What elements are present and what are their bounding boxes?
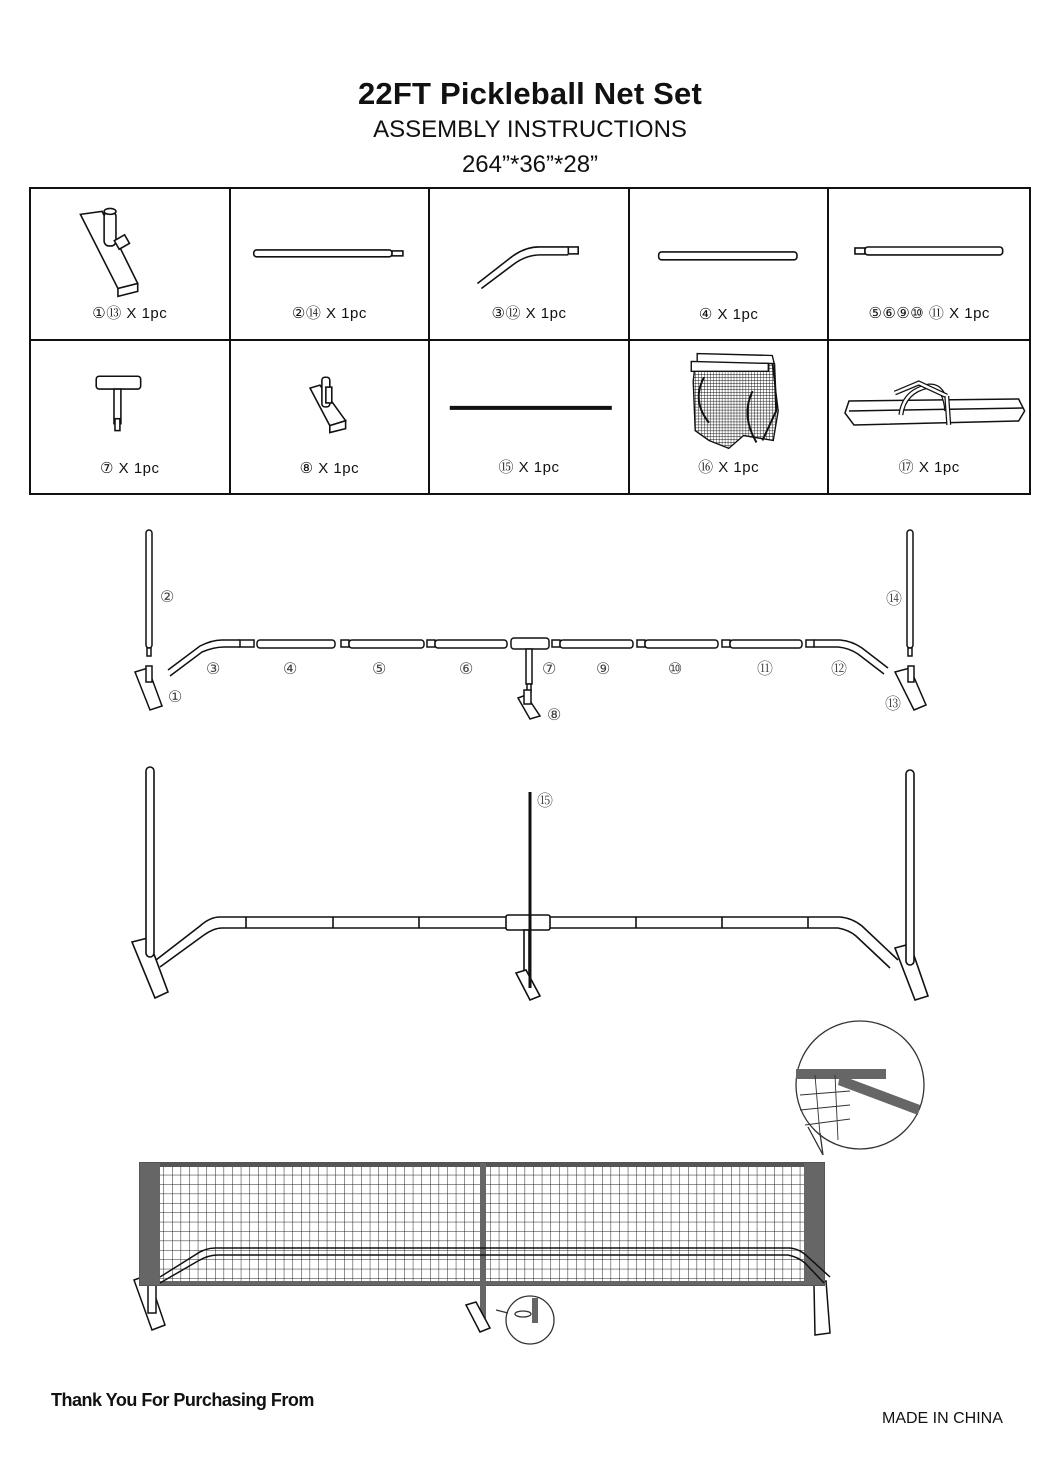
page-title: 22FT Pickleball Net Set	[357, 76, 702, 111]
callout-10: ⑩	[668, 659, 683, 678]
part-label: ①⑬ X 1pc	[92, 305, 168, 322]
strap-detail-bubble	[496, 1296, 554, 1344]
part-label: ⑤⑥⑨⑩ ⑪ X 1pc	[868, 305, 990, 322]
part-cell-carry-bag	[829, 341, 1029, 493]
callout-2: ②	[160, 587, 175, 606]
straight-pole-icon	[630, 189, 828, 299]
step3-net-installed	[0, 1015, 1060, 1345]
t-connector-icon	[31, 341, 229, 451]
parts-list	[29, 187, 1031, 495]
callout-5: ⑤	[372, 659, 387, 678]
part-label: ③⑫ X 1pc	[491, 305, 567, 322]
part-label: ⑯ X 1pc	[698, 459, 760, 476]
part-cell-straight-pole	[630, 189, 830, 341]
part-label: ⑮ X 1pc	[498, 459, 560, 476]
cable-detail-bubble	[796, 1021, 924, 1155]
origin-text: MADE IN CHINA	[882, 1410, 1003, 1427]
part-cell-connector-pole	[829, 189, 1029, 341]
callout-11: ⑪	[757, 659, 774, 678]
part-cell-center-base	[231, 341, 431, 493]
folded-net-icon	[630, 341, 828, 451]
callout-3: ③	[206, 659, 221, 678]
callout-9: ⑨	[596, 659, 611, 678]
part-cell-base-foot	[31, 189, 231, 341]
part-cell-upright-pole	[231, 189, 431, 341]
base-foot-icon	[31, 189, 229, 299]
straight-pole-icon	[231, 189, 429, 299]
callout-1: ①	[168, 687, 183, 706]
curved-pole-icon	[430, 189, 628, 299]
thank-you-text: Thank You For Purchasing From	[51, 1390, 314, 1410]
step2-assembled-frame	[0, 760, 1060, 1010]
part-label: ②⑭ X 1pc	[291, 305, 367, 322]
part-cell-net	[630, 341, 830, 493]
part-label: ④ X 1pc	[698, 306, 759, 323]
part-cell-t-connector	[31, 341, 231, 493]
pole-with-connector-icon	[829, 189, 1029, 299]
callout-14: ⑭	[886, 589, 903, 608]
part-label: ⑦ X 1pc	[100, 460, 160, 477]
step1-exploded-diagram	[0, 520, 1060, 730]
callout-6: ⑥	[459, 659, 474, 678]
page-subtitle: ASSEMBLY INSTRUCTIONS	[373, 116, 687, 143]
part-cell-curved-pole	[430, 189, 630, 341]
callout-12: ⑫	[831, 659, 848, 678]
callout-7: ⑦	[542, 659, 557, 678]
part-label: ⑰ X 1pc	[898, 459, 960, 476]
callout-13: ⑬	[885, 694, 902, 713]
callout-15: ⑮	[537, 791, 554, 810]
dimensions: 264”*36”*28”	[461, 151, 599, 178]
carry-bag-icon	[829, 341, 1029, 451]
callout-8: ⑧	[547, 705, 562, 724]
part-label: ⑧ X 1pc	[299, 460, 360, 477]
part-cell-center-strap-rod	[430, 341, 630, 493]
callout-4: ④	[283, 659, 298, 678]
center-base-icon	[231, 341, 429, 451]
rod-icon	[430, 341, 628, 451]
